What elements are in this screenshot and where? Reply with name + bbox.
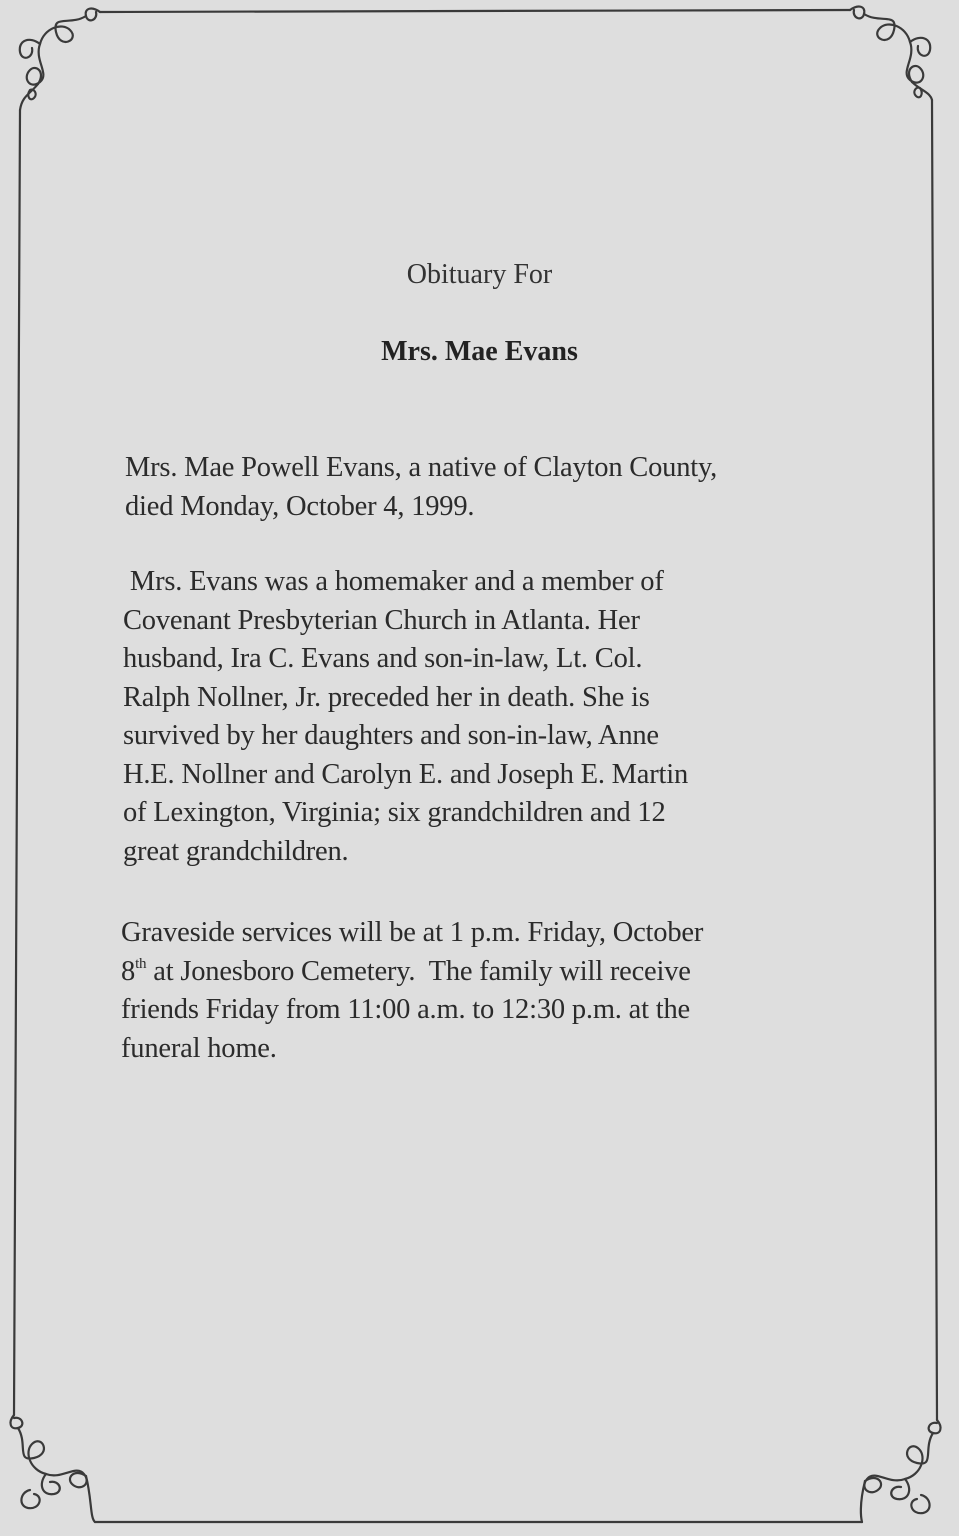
paragraph-line: friends Friday from 11:00 a.m. to 12:30 p.m. at the	[121, 994, 690, 1025]
service-location: at Jonesboro Cemetery. The family will receive	[146, 955, 691, 987]
paragraph-line: died Monday, October 4, 1999.	[125, 490, 475, 522]
paragraph-intro	[125, 449, 845, 526]
paragraph-line: Mrs. Mae Powell Evans, a native of Clayton County,	[125, 452, 718, 483]
paragraph-line: survived by her daughters and son-in-law, Anne	[123, 720, 659, 751]
paragraph-line: Mrs. Evans was a homemaker and a member of	[123, 566, 664, 597]
paragraph-line: H.E. Nollner and Carolyn E. and Joseph E. Martin	[123, 758, 689, 790]
paragraph-line: funeral home.	[121, 1032, 277, 1064]
paragraph-line: great grandchildren.	[123, 835, 349, 867]
paragraph-services	[121, 914, 841, 1068]
paragraph-line-date	[121, 953, 841, 992]
ordinal-suffix: th	[135, 955, 147, 972]
paragraph-line: Graveside services will be at 1 p.m. Friday, October	[121, 917, 704, 948]
paragraph-line: Ralph Nollner, Jr. preceded her in death. She is	[123, 681, 650, 713]
paragraph-line: of Lexington, Virginia; six grandchildren and 12	[123, 797, 666, 828]
deceased-name: Mrs. Mae Evans	[381, 336, 578, 367]
obituary-label: Obituary For	[406, 259, 553, 290]
paragraph-line: husband, Ira C. Evans and son-in-law, Lt. Col.	[123, 643, 643, 674]
paragraph-line: Covenant Presbyterian Church in Atlanta. Her	[123, 604, 640, 636]
service-day: 8	[121, 955, 136, 987]
paragraph-biography	[123, 563, 843, 871]
